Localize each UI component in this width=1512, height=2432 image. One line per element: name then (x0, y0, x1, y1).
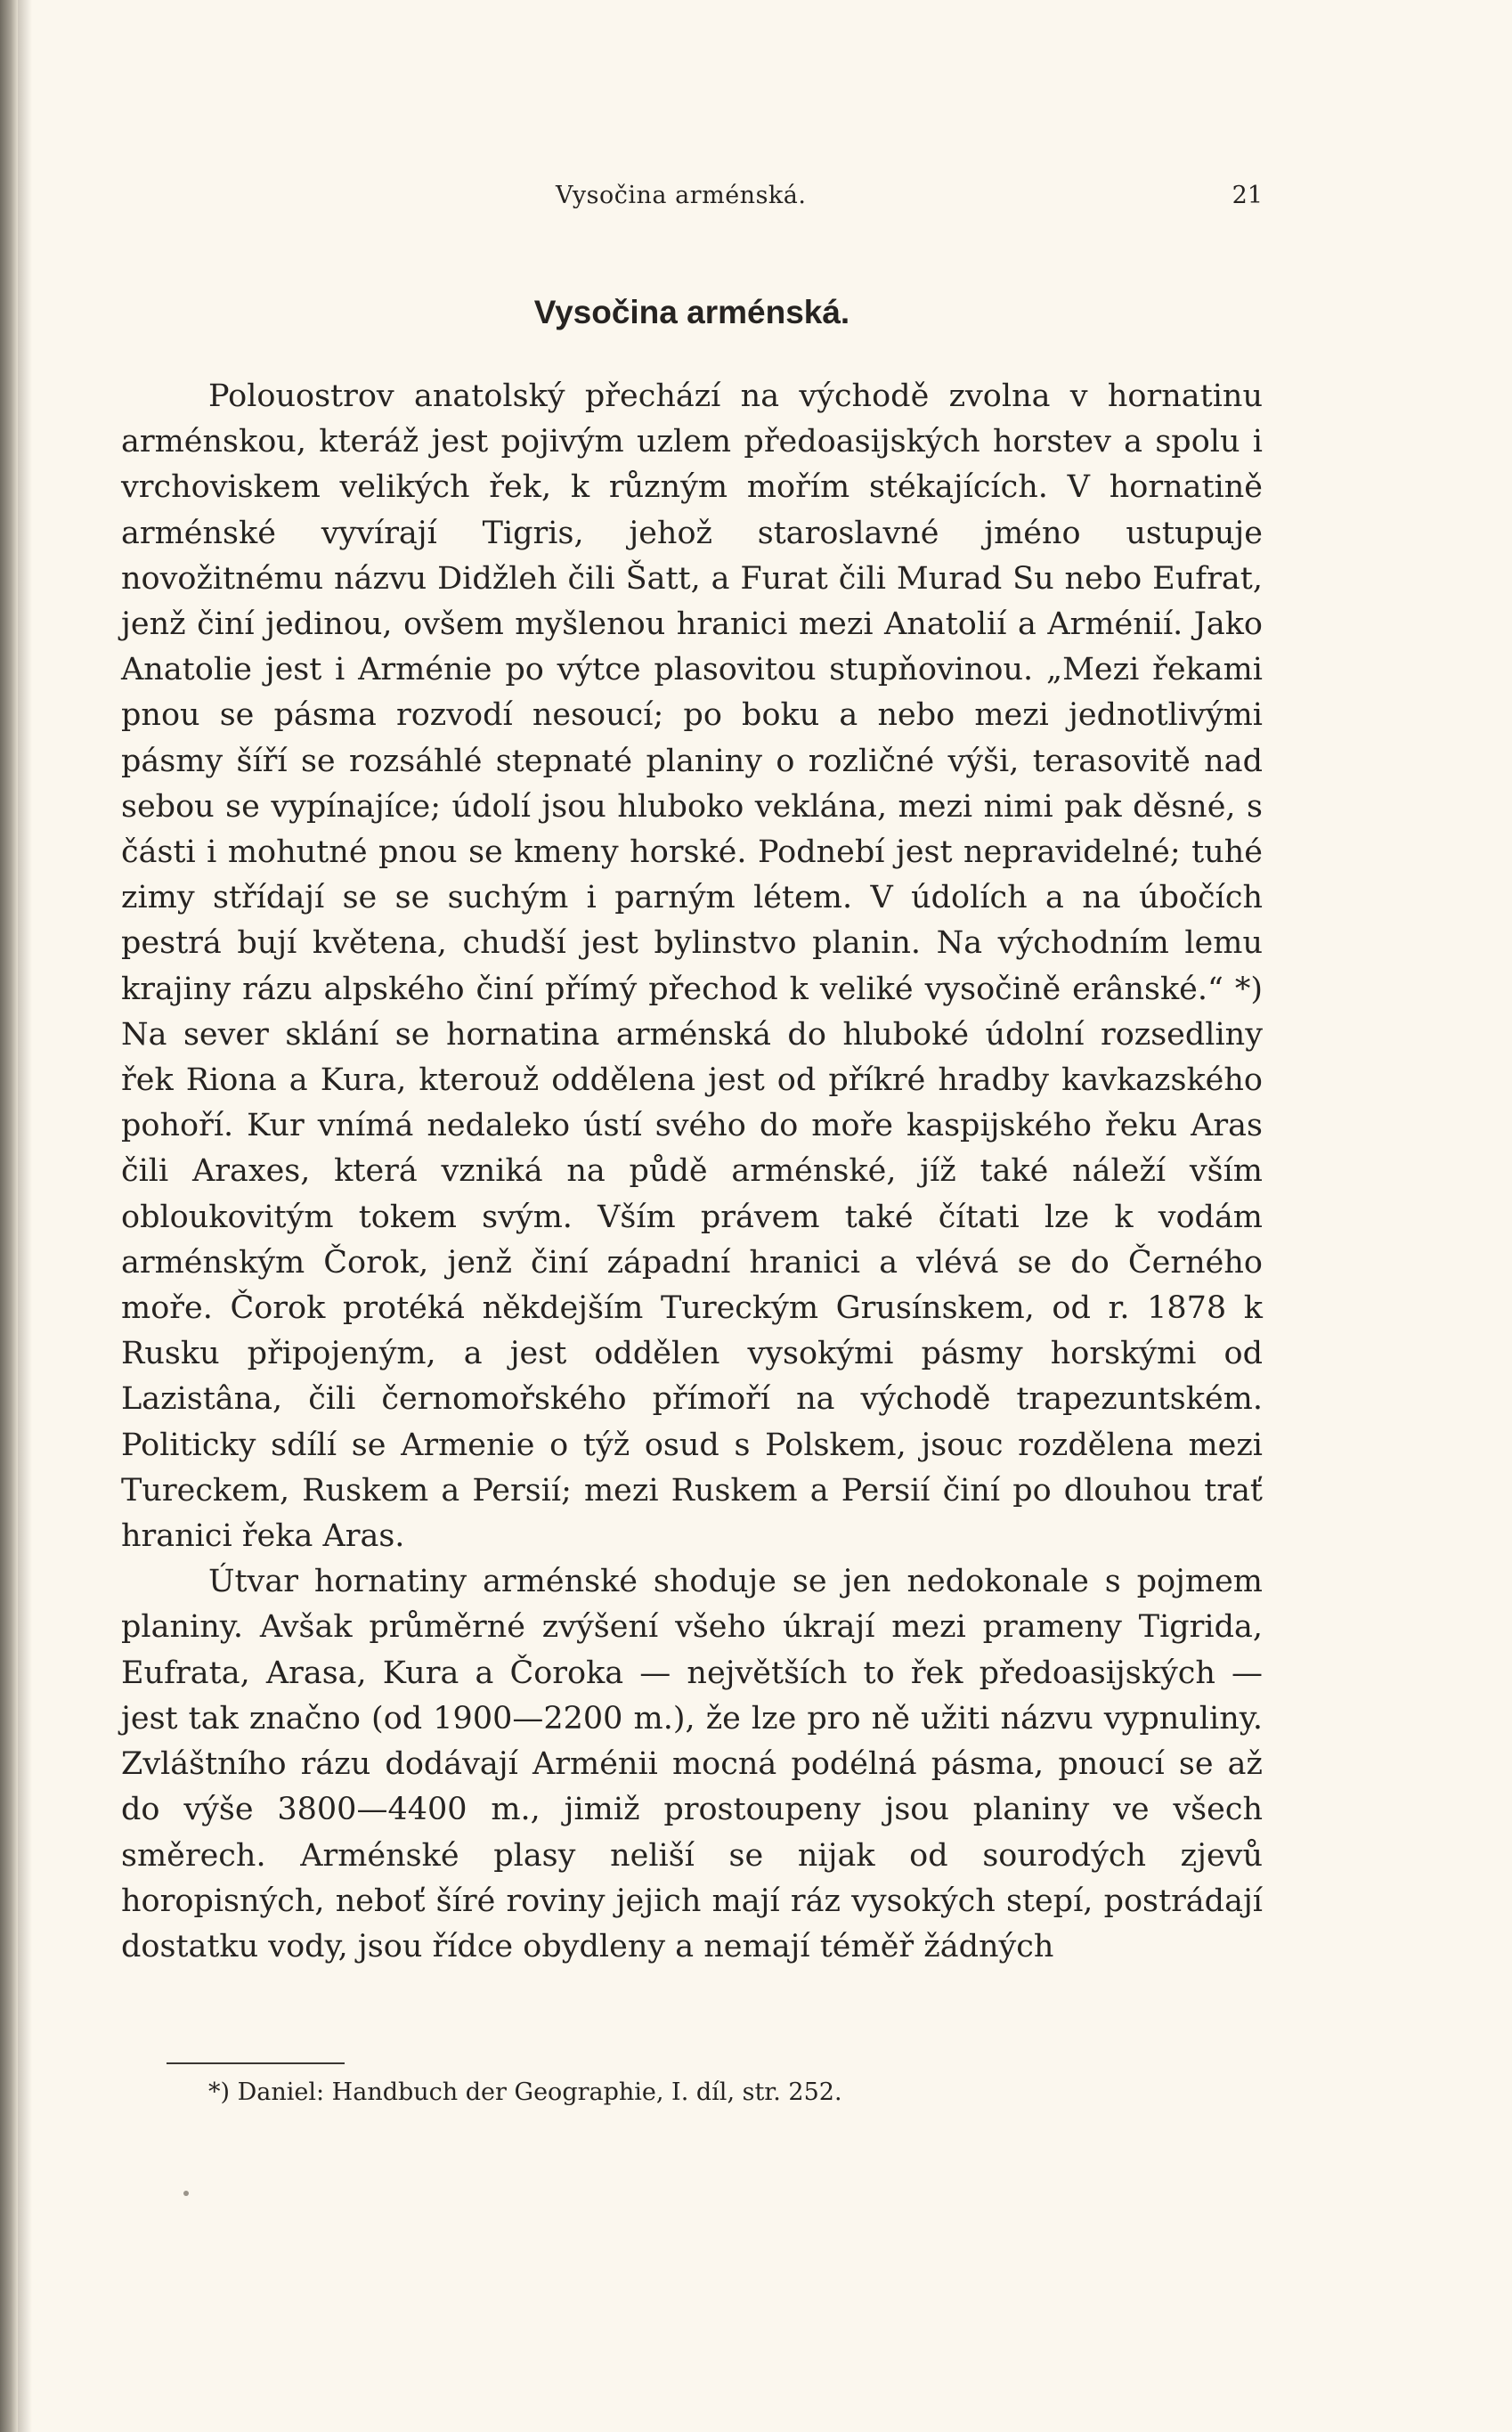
running-head (121, 182, 1263, 217)
paragraph-2: Útvar hornatiny arménské shoduje se jen nedokonale s pojmem planiny. Avšak průměrné zvýšení všeho úkrají mezi prameny Tigrida, Eufrata, Arasa, Kura a Čoroka — největších to řek předoasijských — jest tak značno (od 1900—2200 m.), že lze pro ně užiti názvu vypnuliny. Zvláštního rázu dodávají Arménii mocná podélná pásma, pnoucí se až do výše 3800—4400 m., jimiž prostoupeny jsou planiny ve všech směrech. Arménské plasy neliší se nijak od sourodých zjevů horopisných, neboť šíré roviny jejich mají ráz vysokých stepí, postrádají dostatku vody, jsou řídce obydleny a nemají téměř žádných (121, 1564, 1263, 1964)
gutter-shadow (18, 0, 32, 2432)
book-spine-edge (0, 0, 18, 2432)
footnote-divider (167, 2062, 345, 2064)
paragraph-1: Polouostrov anatolský přechází na východě zvolna v hornatinu arménskou, kteráž jest pojivým uzlem předoasijských horstev a spolu i vrchoviskem velikých řek, k různým mořím stékajících. V hornatině arménské vyvírají Tigris, jehož staroslavné jméno ustupuje novožitnému názvu Didžleh čili Šatt, a Furat čili Murad Su nebo Eufrat, jenž činí jedinou, ovšem myšlenou hranici mezi Anatolií a Arménií. Jako Anatolie jest i Arménie po výtce plasovitou stupňovinou. „Mezi řekami pnou se pásma rozvodí nesoucí; po boku a nebo mezi jednotlivými pásmy šíří se rozsáhlé stepnaté planiny o rozličné výši, terasovitě nad sebou se vypínajíce; údolí jsou hluboko veklána, mezi nimi pak děsné, s části i mohutné pnou se kmeny horské. Podnebí jest nepravidelné; tuhé zimy střídají se se suchým i parným létem. V údolích a na úbočích pestrá bují květena, chudší jest bylinstvo planin. Na východním lemu krajiny rázu alpského činí přímý přechod k veliké vysočině erânské.“ *) Na sever sklání se hornatina arménská do hluboké údolní rozsedliny řek Riona a Kura, kterouž oddělena jest od příkré hradby kavkazského pohoří. Kur vnímá nedaleko ústí svého do moře kaspijského řeku Aras čili Araxes, která vzniká na půdě arménské, jíž také náleží vším obloukovitým tokem svým. Vším právem také čítati lze k vodám arménským Čorok, jenž činí západní hranici a vlévá se do Černého moře. Čorok protéká někdejším Tureckým Grusínskem, od r. 1878 k Rusku připojeným, a jest oddělen vysokými pásmy horskými od Lazistâna, čili černomořského přímoří na východě trapezuntském. Politicky sdílí se Armenie o týž osud s Polskem, jsouc rozdělena mezi Tureckem, Ruskem a Persií; mezi Ruskem a Persií činí po dlouhou trať hranici řeka Aras. (121, 378, 1263, 1555)
paper-speck (183, 2191, 189, 2196)
footnote: *) Daniel: Handbuch der Geographie, I. díl, str. 252. (208, 2078, 842, 2106)
body-text (121, 374, 1263, 1970)
running-title: Vysočina arménská. (556, 182, 807, 209)
chapter-title: Vysočina arménská. (533, 294, 850, 330)
page-number: 21 (1232, 182, 1263, 209)
